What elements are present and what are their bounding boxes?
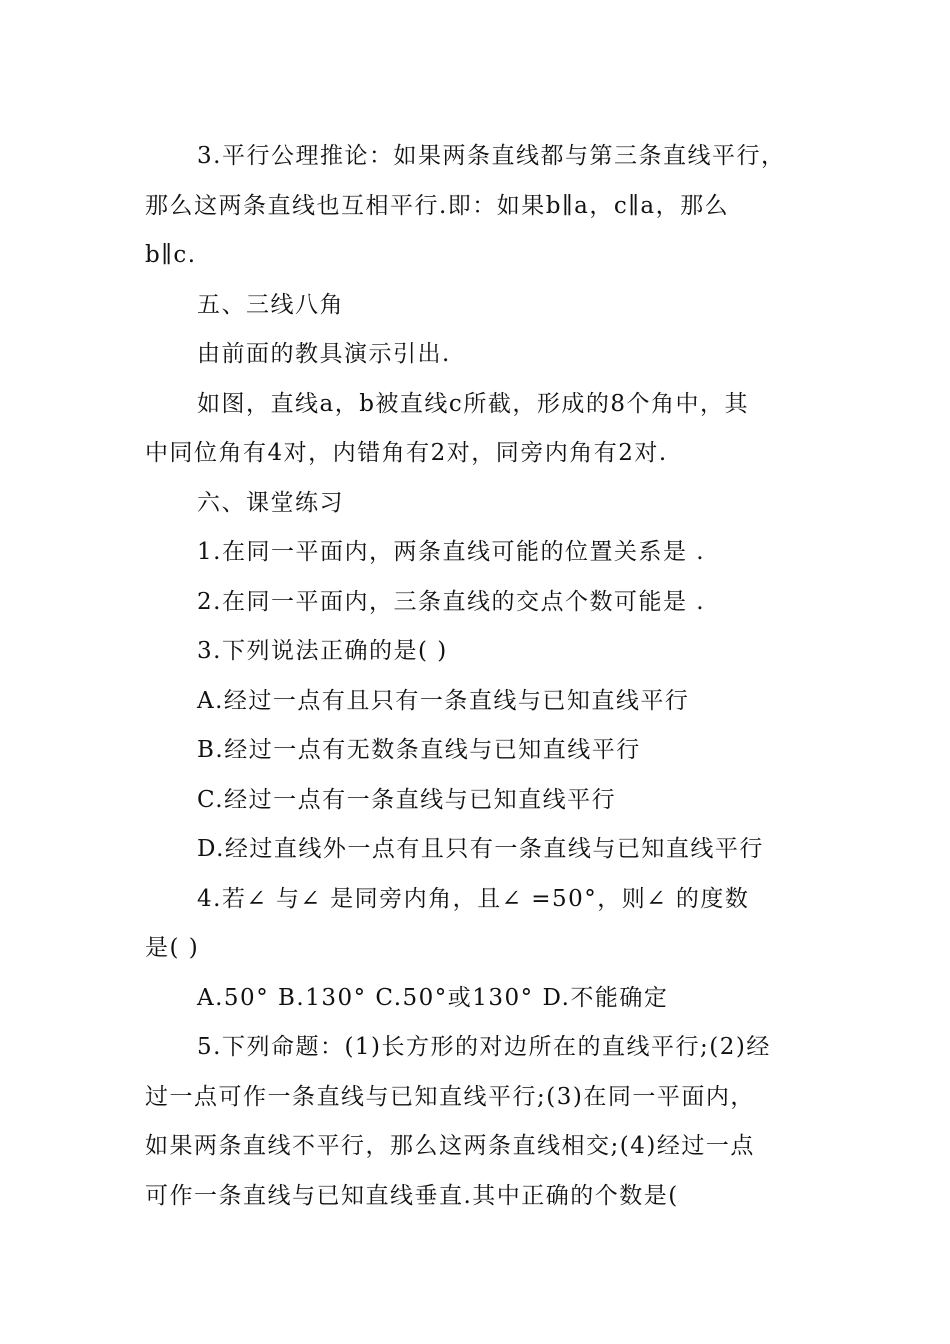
exercise-5-cont-3: 可作一条直线与已知直线垂直.其中正确的个数是( <box>145 1182 679 1209</box>
document-body <box>145 132 810 1221</box>
exercise-3-option-d: D.经过直线外一点有且只有一条直线与已知直线平行 <box>197 836 764 862</box>
exercise-5: 5.下列命题：(1)长方形的对边所在的直线平行;(2)经 <box>197 1034 771 1060</box>
exercise-1: 1.在同一平面内，两条直线可能的位置关系是 . <box>197 539 706 565</box>
exercise-2: 2.在同一平面内，三条直线的交点个数可能是 . <box>197 588 706 615</box>
exercise-4-cont: 是( ) <box>145 935 200 961</box>
exercise-3-option-c: C.经过一点有一条直线与已知直线平行 <box>197 786 617 813</box>
exercise-4: 4.若∠ 与∠ 是同旁内角，且∠ =50°，则∠ 的度数 <box>197 885 750 912</box>
section-heading-six: 六、课堂练习 <box>197 489 344 516</box>
exercise-3-option-b: B.经过一点有无数条直线与已知直线平行 <box>197 737 641 763</box>
text-line-5: 由前面的教具演示引出. <box>197 341 451 367</box>
text-line-6: 如图，直线a，b被直线c所截，形成的8个角中，其 <box>197 390 749 417</box>
exercise-3-option-a: A.经过一点有且只有一条直线与已知直线平行 <box>197 687 690 714</box>
exercise-5-cont-2: 如果两条直线不平行，那么这两条直线相交;(4)经过一点 <box>145 1133 755 1159</box>
exercise-4-options: A.50° B.130° C.50°或130° D.不能确定 <box>197 984 669 1011</box>
text-line-1: 3.平行公理推论：如果两条直线都与第三条直线平行， <box>197 143 786 169</box>
section-heading-five: 五、三线八角 <box>197 291 344 318</box>
exercise-5-cont-1: 过一点可作一条直线与已知直线平行;(3)在同一平面内， <box>145 1083 755 1110</box>
text-line-3: b∥c. <box>145 242 197 268</box>
text-line-2: 那么这两条直线也互相平行.即：如果b∥a，c∥a，那么 <box>145 192 730 219</box>
text-line-7: 中同位角有4对，内错角有2对，同旁内角有2对. <box>145 440 668 466</box>
exercise-3: 3.下列说法正确的是( ) <box>197 638 448 664</box>
